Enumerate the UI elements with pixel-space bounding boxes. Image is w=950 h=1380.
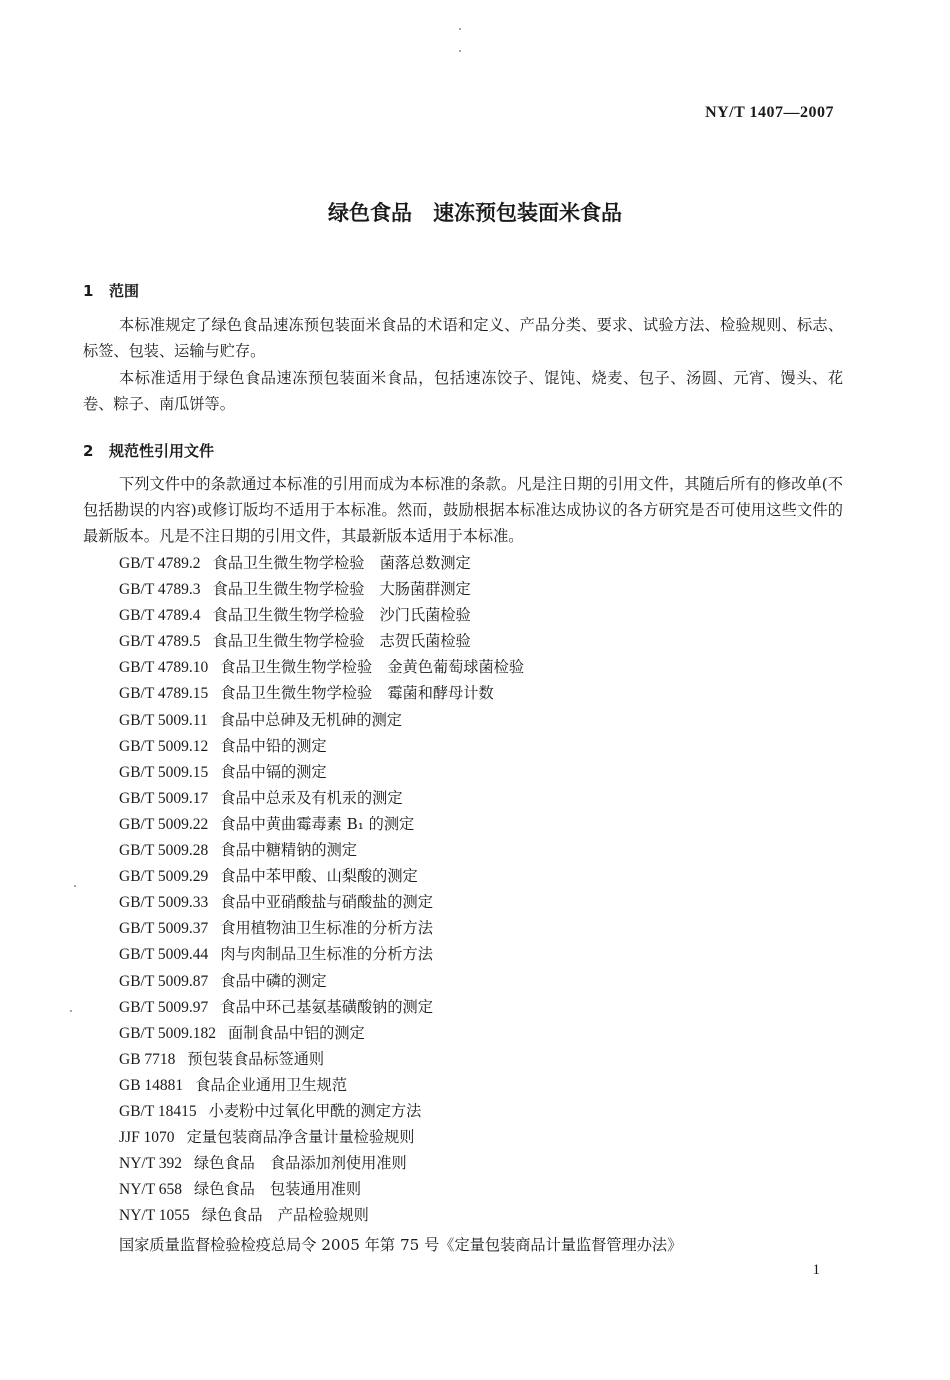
reference-title: 食品中总砷及无机砷的测定: [219, 710, 402, 729]
reference-item: [119, 1176, 524, 1202]
reference-code: GB 7718: [119, 1050, 176, 1068]
reference-title: 食品卫生微生物学检验 菌落总数测定: [212, 554, 471, 572]
reference-code: GB 14881: [119, 1076, 184, 1094]
section-1-heading: [83, 280, 139, 301]
reference-item: [119, 628, 524, 654]
reference-item: [119, 733, 524, 759]
reference-item: [119, 968, 524, 994]
reference-title: 小麦粉中过氧化甲酰的测定方法: [208, 1101, 422, 1120]
reference-code: GB/T 4789.4: [119, 607, 201, 625]
reference-code: NY/T 392: [119, 1155, 183, 1173]
reference-code: GB/T 5009.37: [119, 920, 209, 938]
reference-code: GB/T 5009.11: [119, 711, 208, 729]
reference-code: JJF 1070: [119, 1129, 175, 1147]
reference-item: [119, 1150, 524, 1176]
reference-item: [119, 576, 524, 602]
standard-code: NY/T 1407—2007: [705, 104, 834, 121]
reference-title: 食用植物油卫生标准的分析方法: [220, 919, 433, 938]
reference-code: GB/T 4789.2: [119, 555, 201, 572]
reference-code: GB/T 5009.33: [119, 894, 209, 912]
reference-item: [119, 863, 524, 889]
reference-item: [119, 707, 524, 733]
document-title: 绿色食品 速冻预包装面米食品: [328, 201, 622, 225]
reference-title: 食品卫生微生物学检验 沙门氏菌检验: [212, 606, 471, 625]
section-2-number: 2: [83, 442, 94, 460]
reference-title: 食品中铅的测定: [220, 736, 327, 755]
reference-item: [119, 654, 524, 680]
reference-item: [119, 1072, 524, 1098]
reference-title: 面制食品中铝的测定: [228, 1023, 365, 1042]
scan-speck: [74, 885, 76, 887]
reference-code: GB/T 5009.15: [119, 763, 209, 781]
reference-code: GB/T 5009.87: [119, 972, 209, 990]
reference-title: 食品中糖精钠的测定: [220, 841, 357, 860]
reference-list: [119, 550, 524, 1228]
scan-speck: [459, 50, 461, 52]
reference-title: 定量包装商品净含量计量检验规则: [186, 1128, 415, 1147]
reference-code: GB/T 18415: [119, 1102, 197, 1120]
reference-title: 食品卫生微生物学检验 金黄色葡萄球菌检验: [220, 658, 525, 677]
reference-item: [119, 602, 524, 628]
reference-title: 食品中黄曲霉毒素 B₁ 的测定: [220, 814, 415, 833]
reference-item: [119, 1098, 524, 1124]
section-1-paragraph-2: 本标准适用于绿色食品速冻预包装面米食品，包括速冻饺子、馄饨、烧麦、包子、汤圆、元宵、馒头、花卷、粽子、南瓜饼等。: [83, 369, 843, 413]
section-2-intro: 下列文件中的条款通过本标准的引用而成为本标准的条款。凡是注日期的引用文件，其随后所有的修改单(不包括勘误的内容)或修订版均不适用于本标准。然而，鼓励根据本标准达成协议的各方研究是否可使用这些文件的最新版本。凡是不注日期的引用文件，其最新版本适用于本标准。: [83, 475, 843, 545]
reference-code: GB/T 5009.97: [119, 998, 209, 1016]
reference-item: [119, 550, 524, 576]
reference-item: [119, 811, 524, 837]
reference-title: 食品中亚硝酸盐与硝酸盐的测定: [220, 893, 433, 912]
section-1-number: 1: [83, 282, 94, 300]
reference-title: 预包装食品标签通则: [187, 1049, 325, 1068]
section-2-heading: [83, 440, 214, 461]
reference-item: [119, 1202, 524, 1228]
reference-title: 绿色食品 食品添加剂使用准则: [194, 1154, 407, 1173]
reference-code: GB/T 5009.29: [119, 868, 209, 886]
reference-item: [119, 1020, 524, 1046]
section-2-title: 规范性引用文件: [109, 442, 215, 460]
reference-item: [119, 889, 524, 915]
reference-code: GB/T 5009.44: [119, 946, 209, 964]
reference-code: NY/T 658: [119, 1181, 183, 1199]
reference-title: 食品中环己基氨基磺酸钠的测定: [220, 997, 433, 1016]
reference-item: [119, 785, 524, 811]
reference-title: 食品中总汞及有机汞的测定: [220, 788, 403, 807]
reference-title: 绿色食品 产品检验规则: [201, 1206, 369, 1225]
reference-title: 食品卫生微生物学检验 志贺氏菌检验: [212, 632, 471, 651]
reference-item: [119, 837, 524, 863]
reference-item: [119, 1124, 524, 1150]
reference-title: 肉与肉制品卫生标准的分析方法: [220, 945, 433, 964]
reference-code: GB/T 5009.12: [119, 737, 209, 755]
decree-reference: 国家质量监督检验检疫总局令 2005 年第 75 号《定量包装商品计量监督管理办法》: [119, 1236, 683, 1254]
scan-speck: [459, 28, 461, 30]
reference-code: NY/T 1055: [119, 1207, 190, 1225]
reference-item: [119, 941, 524, 967]
reference-item: [119, 994, 524, 1020]
reference-item: [119, 759, 524, 785]
reference-item: [119, 1046, 524, 1072]
reference-code: GB/T 5009.28: [119, 842, 209, 860]
reference-title: 食品中磷的测定: [220, 971, 327, 990]
page-number: 1: [812, 1262, 820, 1278]
scan-speck: [70, 1010, 72, 1012]
reference-code: GB/T 4789.10: [119, 659, 209, 677]
reference-code: GB/T 4789.15: [119, 685, 209, 703]
reference-item: [119, 915, 524, 941]
section-1-title: 范围: [109, 282, 140, 300]
reference-title: 食品企业通用卫生规范: [195, 1075, 348, 1094]
section-1-paragraph-1: 本标准规定了绿色食品速冻预包装面米食品的术语和定义、产品分类、要求、试验方法、检验规则、标志、标签、包装、运输与贮存。: [83, 316, 843, 360]
reference-code: GB/T 4789.5: [119, 633, 201, 651]
reference-title: 食品中镉的测定: [220, 762, 327, 781]
reference-code: GB/T 5009.22: [119, 815, 209, 833]
reference-code: GB/T 5009.182: [119, 1024, 217, 1042]
reference-code: GB/T 5009.17: [119, 789, 209, 807]
reference-title: 食品卫生微生物学检验 大肠菌群测定: [212, 580, 471, 599]
reference-item: [119, 680, 524, 706]
reference-title: 食品中苯甲酸、山梨酸的测定: [220, 867, 418, 886]
reference-title: 食品卫生微生物学检验 霉菌和酵母计数: [220, 684, 494, 703]
reference-title: 绿色食品 包装通用准则: [194, 1180, 362, 1199]
reference-code: GB/T 4789.3: [119, 581, 201, 599]
